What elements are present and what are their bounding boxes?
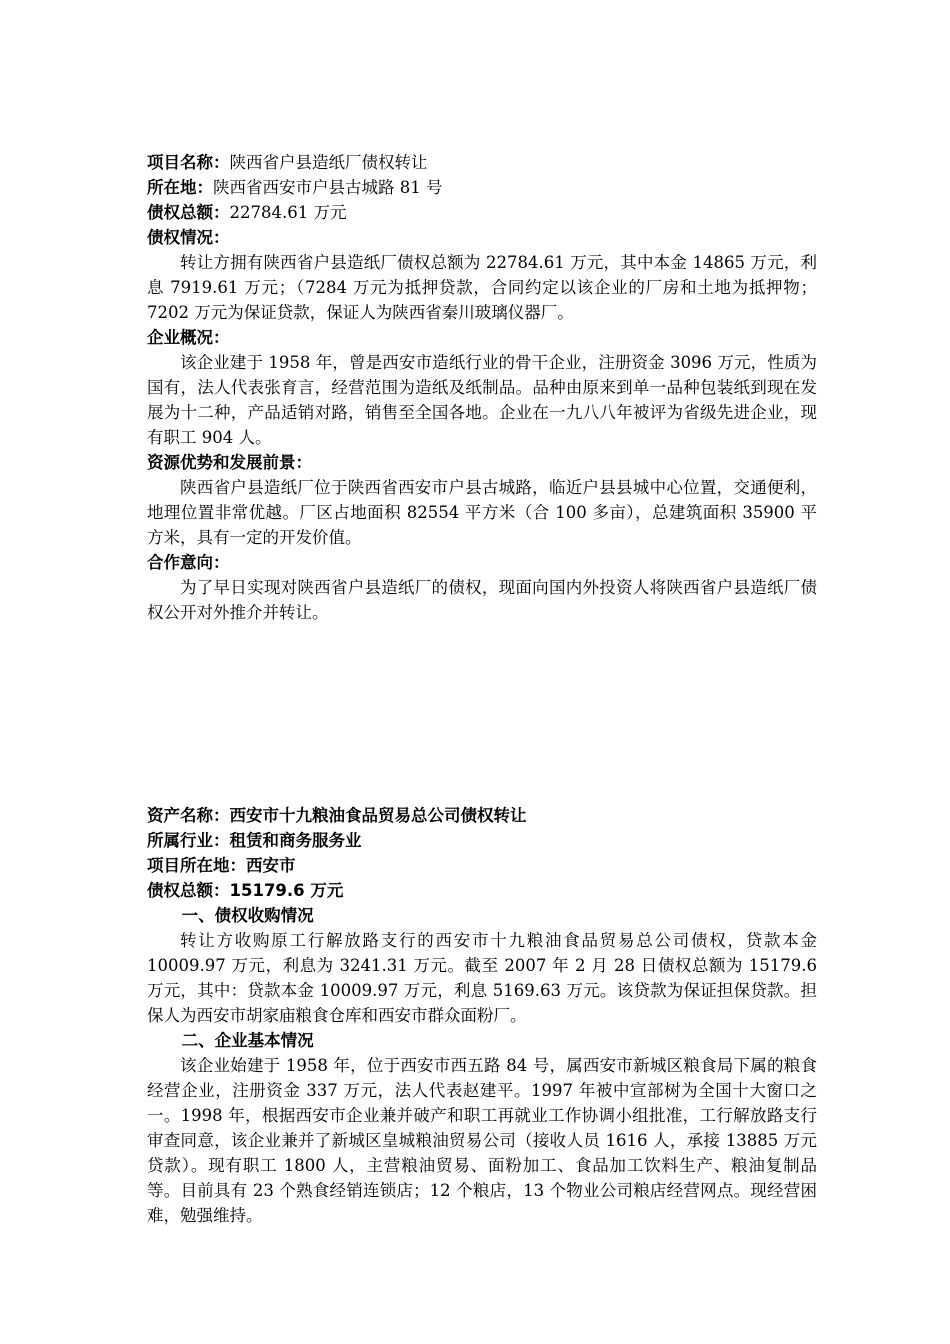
debt-total-value: 22784.61 万元: [229, 203, 347, 222]
debt-total-label: 债权总额：: [147, 203, 230, 222]
debt-situation-heading: 债权情况：: [147, 228, 230, 247]
cooperation-heading: 合作意向：: [147, 553, 230, 572]
listing-grain-company: [147, 803, 817, 1228]
company-overview-heading: 企业概况：: [147, 328, 230, 347]
project-name-row: [147, 150, 817, 175]
location-value: 陕西省西安市户县古城路 81 号: [213, 178, 443, 197]
debt-total-row: [147, 200, 817, 225]
location-label: 所在地：: [147, 178, 213, 197]
company-overview-text: 该企业建于 1958 年，曾是西安市造纸行业的骨干企业，注册资金 3096 万元，性质为国有，法人代表张育言，经营范围为造纸及纸制品。品种由原来到单一品种包装纸到现在发展为十二种，产品适销对路，销售至全国各地。企业在一九八八年被评为省级先进企业，现有职工 904 人。: [147, 353, 817, 447]
section-company-basics-heading: 二、企业基本情况: [181, 1031, 314, 1050]
project-location-line: 项目所在地：西安市: [147, 856, 296, 875]
asset-name-line: 资产名称：西安市十九粮油食品贸易总公司债权转让: [147, 806, 527, 825]
resource-text: 陕西省户县造纸厂位于陕西省西安市户县古城路，临近户县县城中心位置，交通便利，地理位置非常优越。厂区占地面积 82554 平方米（合 100 多亩），总建筑面积 35900 平方米，具有一定的开发价值。: [147, 478, 817, 547]
section-debt-acquisition-heading: 一、债权收购情况: [181, 906, 314, 925]
section-debt-acquisition-text: 转让方收购原工行解放路支行的西安市十九粮油食品贸易总公司债权，贷款本金 10009.97 万元，利息为 3241.31 万元。截至 2007 年 2 月 28 日债权总额为 15179.6 万元，其中：贷款本金 10009.97 万元，利息 5169.63 万元。该贷款为保证担保贷款。担保人为西安市胡家庙粮食仓库和西安市群众面粉厂。: [147, 931, 817, 1025]
project-name-value: 陕西省户县造纸厂债权转让: [229, 153, 428, 172]
resource-heading: 资源优势和发展前景：: [147, 453, 312, 472]
cooperation-text: 为了早日实现对陕西省户县造纸厂的债权，现面向国内外投资人将陕西省户县造纸厂债权公开对外推介并转让。: [147, 578, 817, 622]
project-name-label: 项目名称：: [147, 153, 230, 172]
industry-line: 所属行业：租赁和商务服务业: [147, 831, 362, 850]
debt-situation-text: 转让方拥有陕西省户县造纸厂债权总额为 22784.61 万元，其中本金 14865 万元，利息 7919.61 万元；（7284 万元为抵押贷款，合同约定以该企业的厂房和土地为抵押物；7202 万元为保证贷款，保证人为陕西省秦川玻璃仪器厂。: [147, 253, 817, 322]
listing-papermill: [147, 150, 817, 625]
debt-total-line: 债权总额：15179.6 万元: [147, 881, 344, 900]
location-row: [147, 175, 817, 200]
section-company-basics-text: 该企业始建于 1958 年，位于西安市西五路 84 号，属西安市新城区粮食局下属的粮食经营企业，注册资金 337 万元，法人代表赵建平。1997 年被中宣部树为全国十大窗口之一。1998 年，根据西安市企业兼并破产和职工再就业工作协调小组批准，工行解放路支行审查同意，该企业兼并了新城区皇城粮油贸易公司（接收人员 1616 人，承接 13885 万元贷款）。现有职工 1800 人，主营粮油贸易、面粉加工、食品加工饮料生产、粮油复制品等。目前具有 23 个熟食经销连锁店；12 个粮店，13 个物业公司粮店经营网点。现经营困难，勉强维持。: [147, 1056, 817, 1225]
